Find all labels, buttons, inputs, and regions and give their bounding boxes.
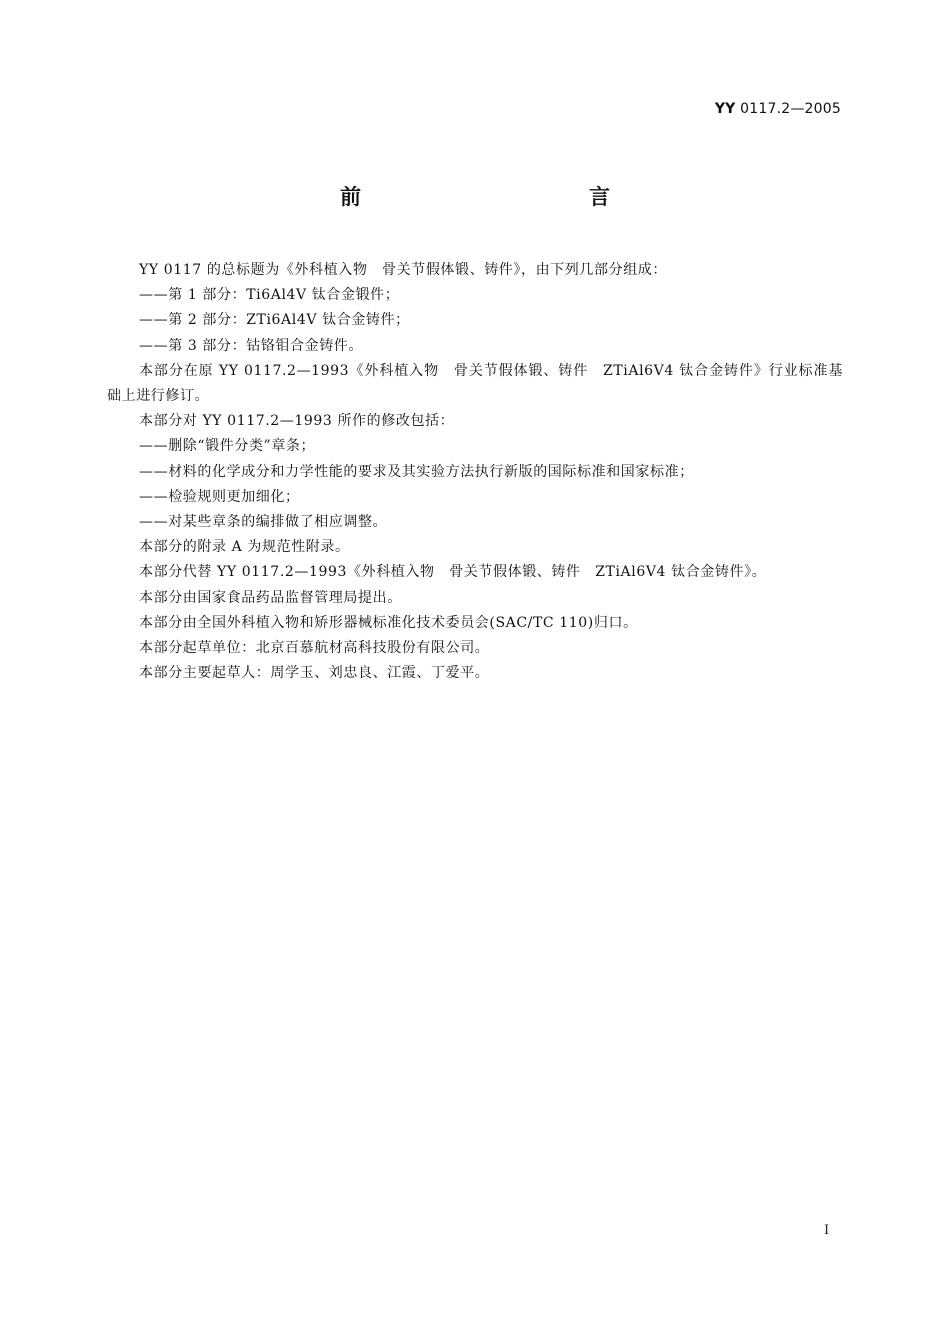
foreword-body — [107, 258, 843, 686]
page-title: 前 言 — [340, 185, 672, 209]
standard-code — [715, 101, 841, 117]
list-item-part-2: ——第 2 部分：ZTi6Al4V 钛合金铸件； — [139, 312, 410, 329]
paragraph-replaces: 本部分代替 YY 0117.2—1993《外科植入物 骨关节假体锻、铸件 ZTiAl6V4 钛合金铸件》。 — [139, 564, 767, 581]
paragraph-centralized-by: 本部分由全国外科植入物和矫形器械标准化技术委员会(SAC/TC 110)归口。 — [139, 614, 638, 631]
paragraph-general-title: YY 0117 的总标题为《外科植入物 骨关节假体锻、铸件》，由下列几部分组成： — [139, 262, 668, 278]
paragraph-proposed-by: 本部分由国家食品药品监督管理局提出。 — [139, 589, 402, 606]
paragraph-annex: 本部分的附录 A 为规范性附录。 — [139, 539, 350, 556]
list-item-part-1: ——第 1 部分：Ti6Al4V 钛合金锻件； — [139, 287, 400, 304]
list-item-part-3: ——第 3 部分：钴铬钼合金铸件。 — [139, 337, 364, 354]
paragraph-drafters: 本部分主要起草人：周学玉、刘忠良、江霞、丁爱平。 — [139, 665, 490, 682]
list-item-change-1: ——删除“锻件分类”章条； — [139, 438, 316, 455]
standard-number: 0117.2—2005 — [740, 101, 841, 117]
paragraph-revision-basis: 本部分在原 YY 0117.2—1993《外科植入物 骨关节假体锻、铸件 ZTiAl6V4 钛合金铸件》行业标准基础上进行修订。 — [107, 362, 843, 405]
paragraph-drafting-unit: 本部分起草单位：北京百慕航材高科技股份有限公司。 — [139, 640, 490, 657]
paragraph-changes-intro: 本部分对 YY 0117.2—1993 所作的修改包括： — [139, 413, 455, 430]
list-item-change-2: ——材料的化学成分和力学性能的要求及其实验方法执行新版的国际标准和国家标准； — [139, 463, 694, 480]
list-item-change-3: ——检验规则更加细化； — [139, 488, 300, 505]
list-item-change-4: ——对某些章条的编排做了相应调整。 — [139, 514, 388, 531]
page-number: I — [824, 1223, 830, 1238]
standard-prefix: YY — [714, 101, 736, 117]
